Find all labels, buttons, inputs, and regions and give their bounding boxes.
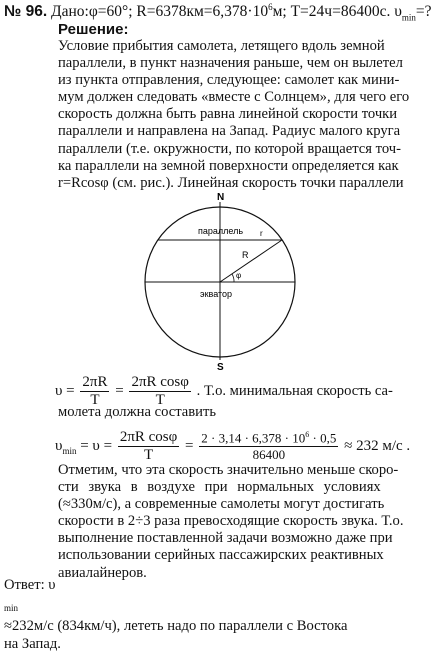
text-line: (≈330м/с), а современные самолеты могут достигать [58,496,385,513]
given-part1: Дано:φ=60°; R=6378км=6,378·10 [51,3,269,21]
answer-line-1 [4,576,404,635]
fraction-den: T [143,447,154,463]
calc-exp: 6 [305,429,310,439]
answer-line-2: на Запад. [4,635,61,652]
formula-lhs: υ = [55,382,75,399]
text-line: r=Rcosφ (см. рис.). Линейная скорость точки параллели [58,174,404,191]
text-line: из пункта отправления, следующее: самолет как мини- [58,72,400,89]
text-line: использовании серийных пассажирских реактивных [58,547,384,564]
formula-result: ≈ 232 м/с . [344,437,411,454]
fraction-num: 2πR cosφ [131,374,189,390]
fraction-den: T [90,392,100,408]
formula-v: υ [55,437,63,454]
radius-R-line [220,240,282,282]
given-part2: м; T=24ч=86400с. υ [272,3,402,21]
text-line: авиалайнеров. [58,564,147,581]
fraction-4 [199,430,338,463]
answer-prefix: Ответ: υ [4,577,56,593]
formula-eq: = [115,382,124,399]
problem-header [4,2,432,22]
parallel-label: параллель [198,226,244,236]
solution-paragraph-1 [58,38,410,192]
south-label: S [217,362,224,373]
text-line: параллели и направлена на Запад. Радиус малого круга [58,123,401,140]
text-line: скорость должна быть равна линейной скорости точки [58,106,398,123]
r-label: r [260,229,263,238]
text-line: сти звука в воздухе при нормальных условиях [58,479,381,496]
formula-min-velocity [55,429,410,464]
formula-min-sub: min [62,445,77,456]
fraction-den: T [155,392,165,408]
solution-paragraph-2 [58,462,404,582]
fraction-num: 2πR [82,374,108,390]
given-min-sub: min [401,12,416,23]
formula-eq: = [185,437,194,454]
fraction-num [199,430,338,447]
fraction-3 [118,429,179,464]
R-label: R [242,250,249,260]
given-exp: 6 [268,2,273,12]
formula-tail: . Т.о. минимальная скорость са- [196,382,393,399]
calc-part: 2 · 3,14 · 6,378 · 10 [201,430,306,446]
text-line: Условие прибытия самолета, летящего вдоль земной [58,38,385,54]
answer-min-sub: min [4,602,19,613]
text-line: мум должен следовать «вместе с Солнцем», для чего его [58,89,410,106]
phi-arc [232,274,234,282]
text-line: ка параллели на земной поверхности определяется как [58,157,399,174]
north-label: N [217,192,225,203]
calc-tail: · 0,5 [309,430,337,446]
problem-number: № 96. [4,3,48,21]
text-line: молета должна составить [58,404,216,420]
phi-label: φ [236,271,242,280]
formula-eq: = υ = [80,437,113,454]
text-line: параллели, в пункт назначения раньше, чем он вылетел [58,55,403,72]
text-line: скорости в 2÷3 раза превосходящие скорость звука. Т.о. [58,513,404,530]
text-line: выполнение поставленной задачи возможно даже при [58,530,393,547]
answer [4,576,404,653]
solution-label: Решение: [58,21,129,38]
given-part3: =? [415,3,432,21]
answer-text: ≈232м/с (834км/ч), лететь надо по параллели с Востока [4,617,348,634]
text-line: Отметим, что эта скорость значительно меньше скоро- [58,462,399,478]
fraction-num: 2πR cosφ [119,429,178,445]
fraction-den: 86400 [252,447,286,463]
earth-diagram [150,190,300,373]
equator-label: экватор [200,289,233,299]
text-line: параллели (т.е. окружности, по которой вращается точ- [58,140,401,157]
